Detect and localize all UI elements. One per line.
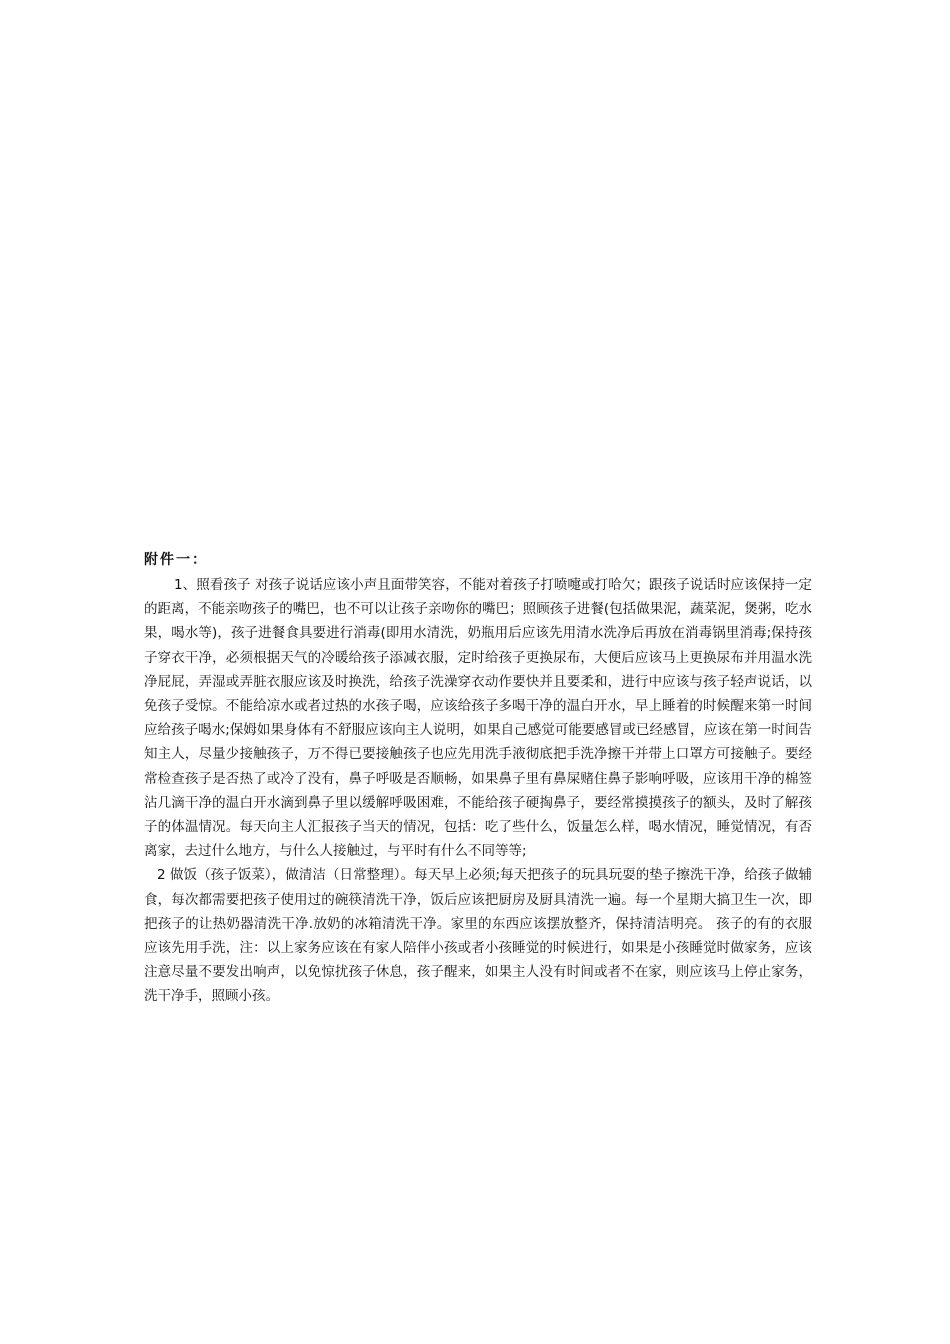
paragraph-cooking-cleaning: 2 做饭（孩子饭菜），做清洁（日常整理）。每天早上必须;每天把孩子的玩具玩耍的垫子擦洗干净，给孩子做辅食，每次都需要把孩子使用过的碗筷清洗干净，饭后应该把厨房及厨具清洗一遍。每一个星期大搞卫生一次，即把孩子的让热奶器清洗干净.放奶的冰箱清洗干净。家里的东西应该摆放整齐，保持清洁明亮。 孩子的有的衣服应该先用手洗，注：以上家务应该在有家人陪伴小孩或者小孩睡觉的时候进行，如果是小孩睡觉时做家务，应该注意尽量不要发出响声，以免惊扰孩子休息，孩子醒来，如果主人没有时间或者不在家，则应该马上停止家务，洗干净手，照顾小孩。 xyxy=(144,867,812,1005)
attachment-heading: 附件一： xyxy=(144,552,208,568)
document-body xyxy=(144,547,812,1009)
paragraph-childcare: 1、照看孩子 对孩子说话应该小声且面带笑容，不能对着孩子打喷嚏或打哈欠；跟孩子说话时应该保持一定的距离，不能亲吻孩子的嘴巴，也不可以让孩子亲吻你的嘴巴；照顾孩子进餐(包括做果泥，蔬菜泥，煲粥，吃水果，喝水等)，孩子进餐食具要进行消毒(即用水清洗，奶瓶用后应该先用清水洗净后再放在消毒锅里消毒;保持孩子穿衣干净，必须根据天气的冷暖给孩子添减衣服，定时给孩子更换尿布，大便后应该马上更换尿布并用温水洗净屁屁，弄湿或弄脏衣服应该及时换洗，给孩子洗澡穿衣动作要快并且要柔和，进行中应该与孩子轻声说话，以免孩子受惊。不能给凉水或者过热的水孩子喝，应该给孩子多喝干净的温白开水，早上睡着的时候醒来第一时间应给孩子喝水;保姆如果身体有不舒服应该向主人说明，如果自己感觉可能要感冒或已经感冒，应该在第一时间告知主人，尽量少接触孩子，万不得已要接触孩子也应先用洗手液彻底把手洗净擦干并带上口罩方可接触子。要经常检查孩子是否热了或冷了没有，鼻子呼吸是否顺畅，如果鼻子里有鼻屎赌住鼻子影响呼吸，应该用干净的棉签沾几滴干净的温白开水滴到鼻子里以缓解呼吸困难，不能给孩子硬掏鼻子，要经常摸摸孩子的额头，及时了解孩子的体温情况。每天向主人汇报孩子当天的情况，包括：吃了些什么，饭量怎么样，喝水情况，睡觉情况，有否离家，去过什么地方，与什么人接触过，与平时有什么不同等等; xyxy=(144,577,812,860)
